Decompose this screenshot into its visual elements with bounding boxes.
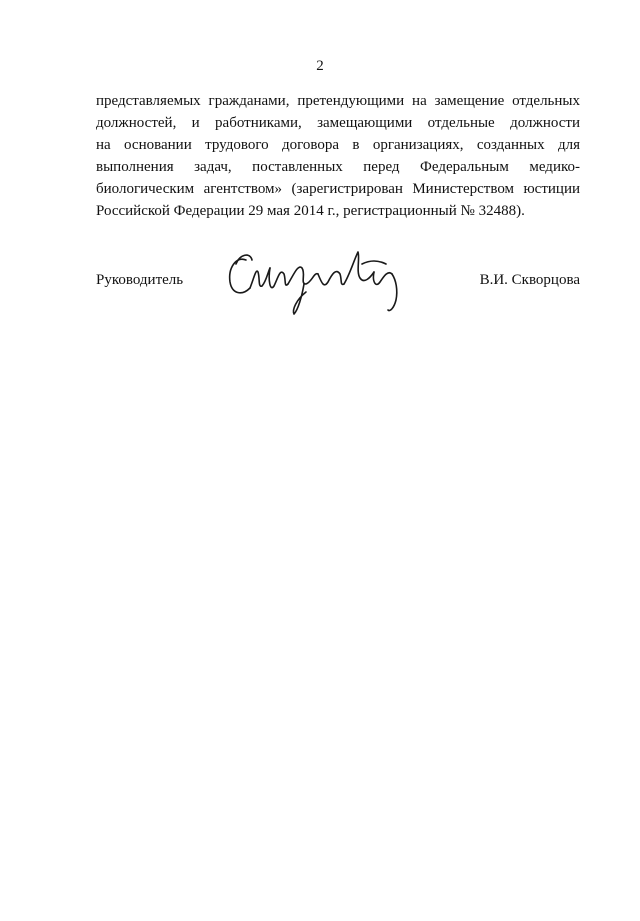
paragraph-line-4: выполнения задач, поставленных перед Федеральным медико-	[96, 159, 580, 175]
signature-block	[96, 266, 580, 296]
paragraph-line-6: Российской Федерации 29 мая 2014 г., регистрационный № 32488).	[96, 203, 525, 219]
signer-name: В.И. Скворцова	[479, 272, 580, 288]
paragraph-line-2: должностей, и работниками, замещающими отдельные должности	[96, 115, 580, 131]
page-number: 2	[316, 58, 324, 74]
body-paragraph	[96, 90, 580, 222]
signer-position: Руководитель	[96, 272, 184, 288]
paragraph-line-3: на основании трудового договора в организациях, созданных для	[96, 137, 580, 153]
paragraph-line-5: биологическим агентством» (зарегистрирован Министерством юстиции	[96, 181, 580, 197]
paragraph-line-1: представляемых гражданами, претендующими на замещение отдельных	[96, 93, 580, 109]
handwritten-signature	[222, 238, 412, 318]
